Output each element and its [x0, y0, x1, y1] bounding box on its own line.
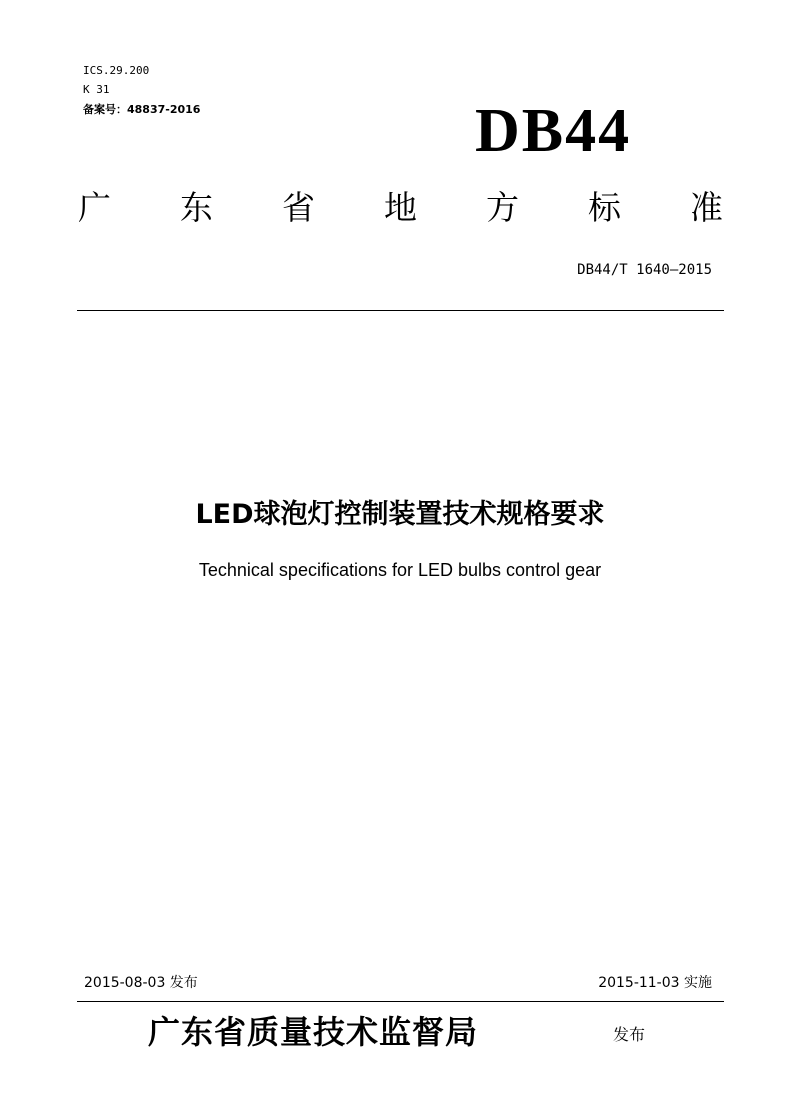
document-title-zh: LED球泡灯控制装置技术规格要求 — [195, 499, 605, 530]
standard-type-char: 准 — [690, 188, 723, 227]
implement-date: 2015-11-03 实施 — [598, 975, 712, 991]
standard-type-char: 省 — [282, 188, 315, 227]
bottom-divider — [77, 1001, 724, 1002]
standard-type-char: 广 — [78, 188, 111, 227]
standard-type-char: 标 — [588, 188, 621, 227]
issuer-suffix: 发布 — [613, 1025, 646, 1044]
standard-type-char: 方 — [486, 188, 519, 227]
record-value: 48837-2016 — [127, 103, 201, 116]
ccs-code: K 31 — [83, 83, 110, 96]
standard-number: DB44/T 1640—2015 — [577, 262, 712, 278]
issue-date: 2015-08-03 发布 — [84, 975, 198, 991]
db44-logo: DB44 — [475, 97, 632, 165]
record-label: 备案号： — [83, 103, 127, 116]
document-title-en: Technical specifications for LED bulbs control gear — [198, 560, 602, 580]
standard-type-char: 地 — [384, 188, 417, 227]
issuer-name: 广东省质量技术监督局 — [148, 1013, 479, 1051]
standard-type-char: 东 — [180, 188, 213, 227]
standard-type-title — [78, 186, 723, 230]
record-number — [83, 103, 200, 117]
top-divider — [77, 310, 724, 311]
ics-code: ICS.29.200 — [83, 64, 150, 77]
